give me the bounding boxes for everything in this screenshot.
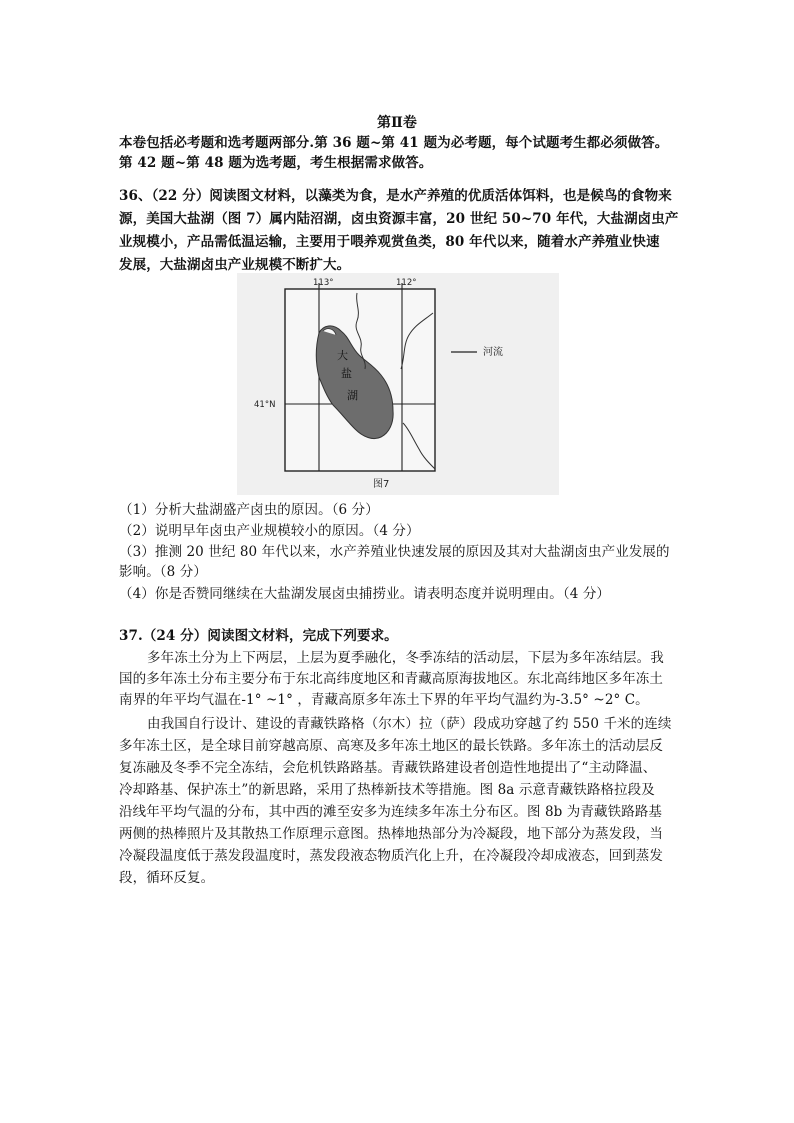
- q36-stem-line-2: 源，美国大盐湖（图 7）属内陆沼湖，卤虫资源丰富，20 世纪 50~70 年代，大盐湖卤虫产: [119, 211, 679, 227]
- q36-sub-2: （2）说明早年卤虫产业规模较小的原因。（4 分）: [119, 523, 420, 539]
- q36-sub-3: （3）推测 20 世纪 80 年代以来，水产养殖业快速发展的原因及其对大盐湖卤虫产业发展的: [119, 544, 670, 560]
- q36-sub-3-cont: 影响。（8 分）: [119, 564, 207, 580]
- q37-p2-line-3: 复冻融及冬季不完全冻结，会危机铁路路基。青藏铁路建设者创造性地提出了“主动降温、: [119, 760, 657, 776]
- q36-stem-line-3: 业规模小，产品需低温运输，主要用于喂养观赏鱼类，80 年代以来，随着水产养殖业快速: [119, 234, 660, 250]
- q37-p2-line-1: 由我国自行设计、建设的青藏铁路格（尔木）拉（萨）段成功穿越了约 550 千米的连续: [147, 716, 672, 732]
- q36-stem-line-4: 发展，大盐湖卤虫产业规模不断扩大。: [119, 257, 351, 273]
- figure-caption: 图7: [373, 479, 390, 490]
- q36-stem-line-1: 36、（22 分）阅读图文材料，以藻类为食，是水产养殖的优质活体饵料，也是候鸟的食物来: [119, 188, 672, 204]
- lake-char-1: 大: [337, 349, 348, 362]
- lat-label: 41°N: [254, 400, 276, 410]
- q37-p2-line-4: 冷却路基、保护冻土”的新思路，采用了热棒新技术等措施。图 8a 示意青藏铁路格拉段及: [119, 782, 655, 798]
- q37-p1-line-2: 国的多年冻土分布主要分布于东北高纬度地区和青藏高原海拔地区。东北高纬地区多年冻土: [119, 671, 663, 687]
- q37-p2-line-5: 沿线年平均气温的分布，其中西的滩至安多为连续多年冻土分布区。图 8b 为青藏铁路路基: [119, 804, 663, 820]
- great-salt-lake-map: [237, 273, 559, 495]
- section-title: 第Ⅱ卷: [376, 115, 418, 131]
- legend-river-label: 河流: [483, 347, 503, 358]
- intro-line-2: 第 42 题~第 48 题为选考题，考生根据需求做答。: [119, 155, 433, 171]
- lake-char-2: 盐: [341, 367, 352, 380]
- lake-char-3: 湖: [347, 389, 358, 402]
- q37-p2-line-7: 冷凝段温度低于蒸发段温度时，蒸发段液态物质汽化上升，在冷凝段冷却成液态，回到蒸发: [119, 848, 663, 864]
- q36-sub-4: （4）你是否赞同继续在大盐湖发展卤虫捕捞业。请表明态度并说明理由。（4 分）: [119, 586, 611, 602]
- q36-sub-1: （1）分析大盐湖盛产卤虫的原因。（6 分）: [119, 502, 379, 518]
- q37-p2-line-8: 段，循环反复。: [119, 870, 215, 886]
- q37-title: 37.（24 分）阅读图文材料，完成下列要求。: [119, 628, 398, 644]
- q37-p1-line-1: 多年冻土分为上下两层，上层为夏季融化，冬季冻结的活动层，下层为多年冻结层。我: [147, 650, 664, 666]
- lon-label-right: 112°: [396, 278, 417, 288]
- q37-p1-line-3: 南界的年平均气温在-1° ~1° ，青藏高原多年冻土下界的年平均气温约为-3.5° ~2° C。: [119, 692, 649, 708]
- intro-line-1: 本卷包括必考题和选考题两部分.第 36 题~第 41 题为必考题，每个试题考生都必须做答。: [119, 135, 669, 151]
- q37-p2-line-2: 多年冻土区，是全球目前穿越高原、高寒及多年冻土地区的最长铁路。多年冻土的活动层反: [119, 738, 663, 754]
- lon-label-left: 113°: [313, 278, 334, 288]
- q37-p2-line-6: 两侧的热棒照片及其散热工作原理示意图。热棒地热部分为冷凝段，地下部分为蒸发段，当: [119, 826, 663, 842]
